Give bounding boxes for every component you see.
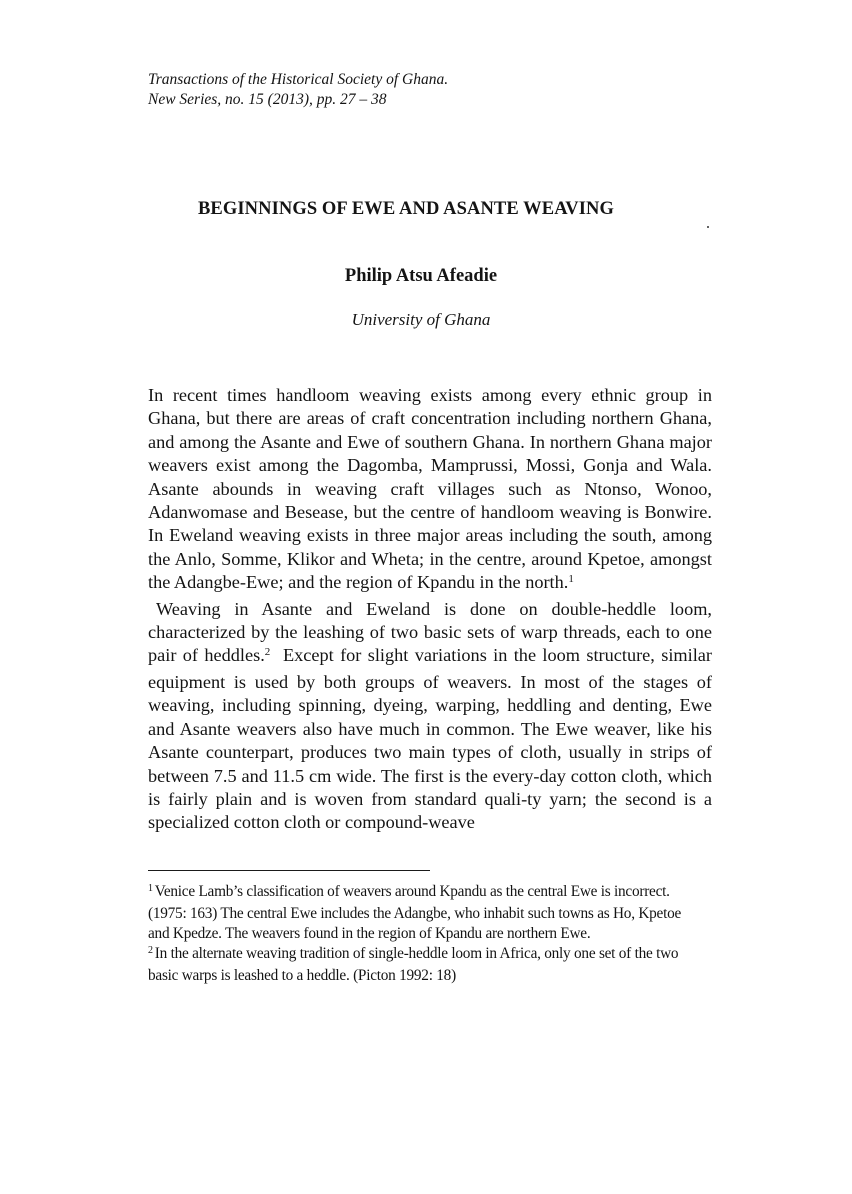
journal-name: Transactions of the Historical Society of Ghana. bbox=[148, 71, 449, 88]
scan-speck bbox=[707, 226, 709, 228]
paragraph-1-text: In recent times handloom weaving exists among every ethnic group in Ghana, but there are areas of craft concentration including northern Ghana, and among the Asante and Ewe of southern Ghana. In northern Ghana major weavers exist among the Dagomba, Mamprussi, Mossi, Gonja and Wala. Asante abounds in weaving craft villages such as Ntonso, Wonoo, Adanwomase and Besease, but the centre of handloom weaving is Bonwire. In Eweland weaving exists in three major areas including the south, among the Anlo, Somme, Klikor and Wheta; in the centre, around Kpetoe, amongst the Adangbe-Ewe; and the region of Kpandu in the north. bbox=[148, 385, 712, 593]
footnote-ref-2[interactable]: 2 bbox=[264, 646, 271, 659]
running-head bbox=[148, 70, 448, 110]
article-title bbox=[148, 199, 704, 220]
footnote-2 bbox=[148, 944, 704, 986]
affiliation-text: University of Ghana bbox=[351, 310, 491, 329]
footnote-1-text: Venice Lamb’s classification of weavers around Kpandu as the central Ewe is incorrect. (1975: 163) The central Ewe includes the Adangbe, who inhabit such towns as Ho, Kpetoe and Kpedze. The weavers found in the region of Kpandu are northern Ewe. bbox=[148, 883, 682, 942]
author-name-text: Philip Atsu Afeadie bbox=[344, 266, 498, 286]
body-paragraph-1 bbox=[148, 384, 712, 598]
footnote-ref-1[interactable]: 1 bbox=[568, 573, 574, 586]
series-info: New Series, no. 15 (2013), pp. 27 – 38 bbox=[148, 91, 387, 108]
paragraph-2a-text: Weaving in Asante and Eweland is done on double-heddle loom, characterized by the leashing of two basic sets of warp threads, each to one pair of heddles. bbox=[148, 598, 712, 666]
footnote-divider bbox=[148, 870, 430, 871]
paragraph-2b-text: Except for slight variations in the loom structure, similar equipment is used by both groups of weavers. In most of the stages of weaving, including spinning, dyeing, warping, heddling and denting, Ewe and Asante weavers also have much in common. The Ewe weaver, like his Asante counterpart, produces two main types of cloth, usually in strips of between 7.5 and 11.5 cm wide. The first is the every-day cotton cloth, which is fairly plain and is woven from standard quali-ty yarn; the second is a specialized cotton cloth or compound-weave bbox=[148, 645, 717, 833]
footnote-1 bbox=[148, 882, 704, 944]
author-affiliation bbox=[148, 310, 704, 330]
body-paragraph-2 bbox=[148, 598, 717, 835]
footnote-2-number: 2 bbox=[148, 945, 153, 956]
footnotes bbox=[148, 882, 704, 986]
article-title-text: BEGINNINGS OF EWE AND ASANTE WEAVING bbox=[197, 199, 614, 219]
author-name bbox=[148, 266, 704, 287]
footnote-2-text: In the alternate weaving tradition of single-heddle loom in Africa, only one set of the two basic warps is leashed to a heddle. (Picton 1992: 18) bbox=[148, 945, 679, 984]
footnote-1-number: 1 bbox=[148, 883, 153, 894]
article-body bbox=[148, 384, 717, 835]
